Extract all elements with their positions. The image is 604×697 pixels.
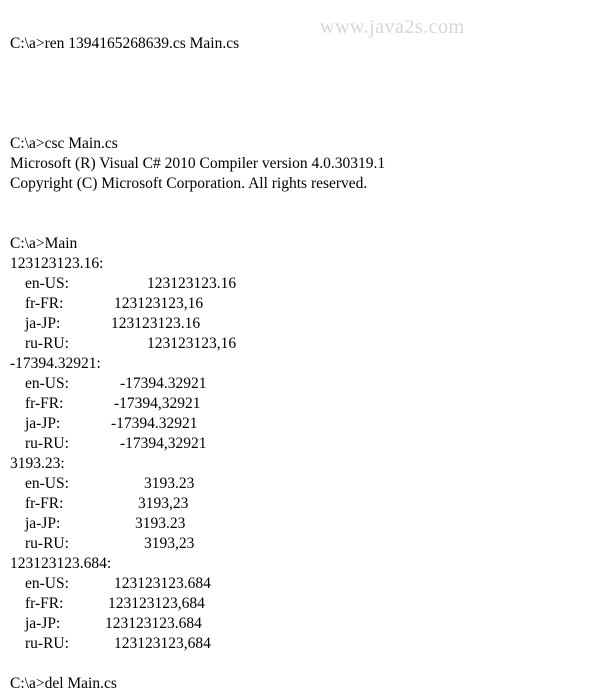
formatted-value: 123123123.684 — [105, 615, 202, 632]
culture-row — [10, 434, 600, 454]
blank-line — [10, 94, 600, 114]
blank-line — [10, 654, 600, 674]
culture-row — [10, 374, 600, 394]
culture-row — [10, 294, 600, 314]
formatted-value: 123123123.16 — [111, 315, 201, 332]
number-group-header: 123123123.16: — [10, 255, 104, 272]
culture-label: ja-JP: — [25, 515, 61, 532]
culture-label: en-US: — [25, 475, 69, 492]
formatted-value: 123123123.16 — [147, 275, 237, 292]
culture-label: ru-RU: — [25, 535, 69, 552]
number-group-header: -17394.32921: — [10, 355, 101, 372]
culture-label: en-US: — [25, 575, 69, 592]
number-group-header: 3193.23: — [10, 455, 65, 472]
formatted-value: 123123123,16 — [114, 295, 204, 312]
culture-label: fr-FR: — [25, 495, 64, 512]
formatted-value: 123123123,684 — [108, 595, 205, 612]
blank-line — [10, 74, 600, 94]
culture-row — [10, 574, 600, 594]
copyright-line: Copyright (C) Microsoft Corporation. All rights reserved. — [10, 175, 368, 192]
culture-row — [10, 634, 600, 654]
csc-command-line: C:\a>csc Main.cs — [10, 135, 118, 152]
culture-row — [10, 594, 600, 614]
culture-label: ja-JP: — [25, 415, 61, 432]
culture-row — [10, 414, 600, 434]
formatted-value: 123123123,684 — [114, 635, 211, 652]
formatted-value: 3193.23 — [135, 515, 186, 532]
culture-label: ru-RU: — [25, 335, 69, 352]
culture-row — [10, 614, 600, 634]
console-output — [10, 34, 600, 694]
formatted-value: -17394.32921 — [111, 415, 198, 432]
culture-row — [10, 474, 600, 494]
culture-label: en-US: — [25, 375, 69, 392]
culture-label: ja-JP: — [25, 615, 61, 632]
formatted-value: 3193.23 — [144, 475, 195, 492]
blank-line — [10, 214, 600, 234]
formatted-value: 123123123.684 — [114, 575, 211, 592]
compiler-banner-line: Microsoft (R) Visual C# 2010 Compiler version 4.0.30319.1 — [10, 155, 386, 172]
culture-row — [10, 394, 600, 414]
culture-label: ru-RU: — [25, 435, 69, 452]
run-command-line: C:\a>Main — [10, 235, 78, 252]
culture-row — [10, 314, 600, 334]
formatted-value: 3193,23 — [144, 535, 195, 552]
number-group-header: 123123123.684: — [10, 555, 112, 572]
culture-label: ru-RU: — [25, 635, 69, 652]
formatted-value: -17394.32921 — [120, 375, 207, 392]
culture-label: en-US: — [25, 275, 69, 292]
culture-row — [10, 494, 600, 514]
watermark-text: www.java2s.com — [320, 16, 465, 38]
formatted-value: 3193,23 — [138, 495, 189, 512]
culture-label: fr-FR: — [25, 395, 64, 412]
del-command-line: C:\a>del Main.cs — [10, 675, 117, 692]
culture-label: fr-FR: — [25, 295, 64, 312]
blank-line — [10, 194, 600, 214]
culture-row — [10, 334, 600, 354]
formatted-value: 123123123,16 — [147, 335, 237, 352]
culture-row — [10, 514, 600, 534]
culture-label: fr-FR: — [25, 595, 64, 612]
culture-row — [10, 534, 600, 554]
blank-line — [10, 54, 600, 74]
culture-label: ja-JP: — [25, 315, 61, 332]
blank-line — [10, 114, 600, 134]
ren-command-line: C:\a>ren 1394165268639.cs Main.cs — [10, 35, 240, 52]
culture-row — [10, 274, 600, 294]
formatted-value: -17394,32921 — [114, 395, 201, 412]
formatted-value: -17394,32921 — [120, 435, 207, 452]
